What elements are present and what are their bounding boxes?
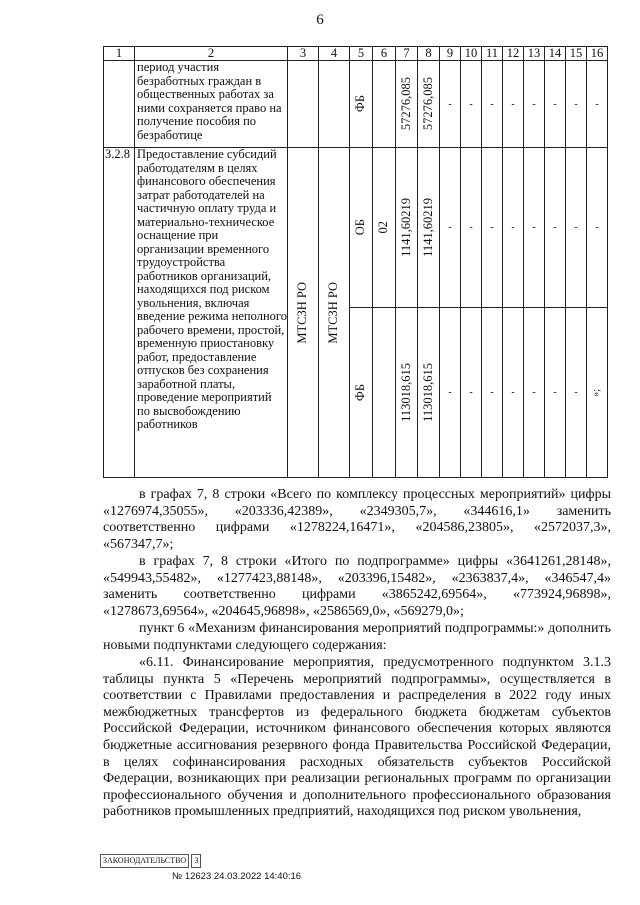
col-header: 1 xyxy=(104,47,135,61)
paragraph-text: в графах 7, 8 строки «Итого по подпрограмме» цифры «3641261,28148», «549943,55482», «1277423,88148», «203396,15482», «2363837,4», «346547,4» заменить соответственно цифрами «3865242,69564», «773924,96898», «1278673,69564», «204645,96898», «2586569,0», «569279,0»; xyxy=(103,554,611,619)
col-header: 12 xyxy=(503,47,524,61)
dash-cell: - xyxy=(532,222,536,234)
measures-table xyxy=(103,46,608,478)
dash-cell: - xyxy=(553,222,557,234)
col-header: 4 xyxy=(319,47,350,61)
closing-quote: »; xyxy=(591,388,603,397)
row-number: 3.2.8 xyxy=(104,148,135,478)
col-header: 6 xyxy=(373,47,396,61)
amount-cell: 57276,085 xyxy=(398,77,413,131)
dash-cell: - xyxy=(490,98,494,110)
paragraph-totals xyxy=(103,487,611,553)
dash-cell: - xyxy=(574,387,578,399)
dash-cell: - xyxy=(532,387,536,399)
amount-cell: 1141,60219 xyxy=(420,198,435,257)
col-header: 2 xyxy=(135,47,288,61)
col-header: 5 xyxy=(350,47,373,61)
dash-cell: - xyxy=(574,222,578,234)
page-number: 6 xyxy=(316,12,324,28)
paragraph-text: пункт 6 «Механизм финансирования мероприятий подпрограммы:» дополнить новыми подпунктами следующего содержания: xyxy=(103,621,611,653)
footer-stamp xyxy=(100,854,201,868)
dash-cell: - xyxy=(490,387,494,399)
amount-cell: 1141,60219 xyxy=(398,198,413,257)
dash-cell: - xyxy=(448,98,452,110)
executor-cell: МТСЗН РО xyxy=(295,281,310,344)
col-header: 15 xyxy=(566,47,587,61)
stamp-code: 3 xyxy=(191,854,201,868)
paragraph-point6 xyxy=(103,621,611,654)
paragraph-text: в графах 7, 8 строки «Всего по комплексу процессных мероприятий» цифры «1276974,35055», «203336,42389», «2349305,7», «344616,1» заменить соответственно цифрами «1278224,16471», «204586,23805», «2572037,3», «567347,7»; xyxy=(103,487,611,552)
col-header: 9 xyxy=(440,47,461,61)
col-header: 13 xyxy=(524,47,545,61)
row-text: Предоставление субсидий работодателям в целях финансового обеспечения затрат работодателей на частичную оплату труда и материально-техническое оснащение при организации временного трудоустройства работников организаций, находящихся под риском увольнения, включая введение режима неполного рабочего времени, простой, временную приостановку работ, предоставление отпусков без сохранения заработной платы, проведение мероприятий по высвобождению работников xyxy=(135,148,288,478)
dash-cell: - xyxy=(553,98,557,110)
dash-cell: - xyxy=(511,98,515,110)
source-cell: ФБ xyxy=(353,95,368,113)
paragraph-subtotals xyxy=(103,554,611,620)
paragraph-text: «6.11. Финансирование мероприятия, предусмотренного подпунктом 3.1.3 таблицы пункта 5 «Перечень мероприятий подпрограммы», осуществляется в соответствии с Правилами предоставления и распределения в 2022 году иных межбюджетных трансфертов из федерального бюджета бюджетам субъектов Российской Федерации, источником финансового обеспечения которых являются бюджетные ассигнования резервного фонда Правительства Российской Федерации, в целях софинансирования расходных обязательств субъектов Российской Федерации, возникающих при реализации региональных программ по организации профессионального обучения и дополнительного профессионального образования работников промышленных предприятий, находящихся под риском увольнения, xyxy=(103,655,611,820)
col-header: 8 xyxy=(418,47,440,61)
dash-cell: - xyxy=(511,387,515,399)
amount-cell: 57276,085 xyxy=(420,77,435,131)
dash-cell: - xyxy=(469,387,473,399)
col-header: 14 xyxy=(545,47,566,61)
dash-cell: - xyxy=(469,98,473,110)
dash-cell: - xyxy=(469,222,473,234)
table-header-row xyxy=(104,47,608,61)
executor-cell: МТСЗН РО xyxy=(326,281,341,344)
amount-cell: 113018,615 xyxy=(420,363,435,422)
row-text: период участия безработных граждан в общественных работах за ними сохраняется право на получение пособия по безработице xyxy=(135,61,288,148)
dash-cell: - xyxy=(448,222,452,234)
dash-cell: - xyxy=(595,98,599,110)
col-header: 16 xyxy=(587,47,608,61)
registration-number: № 12623 24.03.2022 14:40:16 xyxy=(172,871,302,882)
dash-cell: - xyxy=(595,222,599,234)
dash-cell: - xyxy=(511,222,515,234)
col-header: 3 xyxy=(288,47,319,61)
col-header: 11 xyxy=(482,47,503,61)
table-row xyxy=(104,61,608,148)
dash-cell: - xyxy=(553,387,557,399)
paragraph-6-11 xyxy=(103,655,611,821)
source-cell: ФБ xyxy=(353,383,368,402)
dash-cell: - xyxy=(448,387,452,399)
dash-cell: - xyxy=(532,98,536,110)
source-cell: ОБ xyxy=(353,219,368,236)
code-cell: 02 xyxy=(376,221,391,234)
dash-cell: - xyxy=(490,222,494,234)
amount-cell: 113018,615 xyxy=(398,363,413,422)
stamp-text: ЗАКОНОДАТЕЛЬСТВО xyxy=(100,854,189,868)
col-header: 10 xyxy=(461,47,482,61)
table-row xyxy=(104,148,608,308)
col-header: 7 xyxy=(396,47,418,61)
dash-cell: - xyxy=(574,98,578,110)
